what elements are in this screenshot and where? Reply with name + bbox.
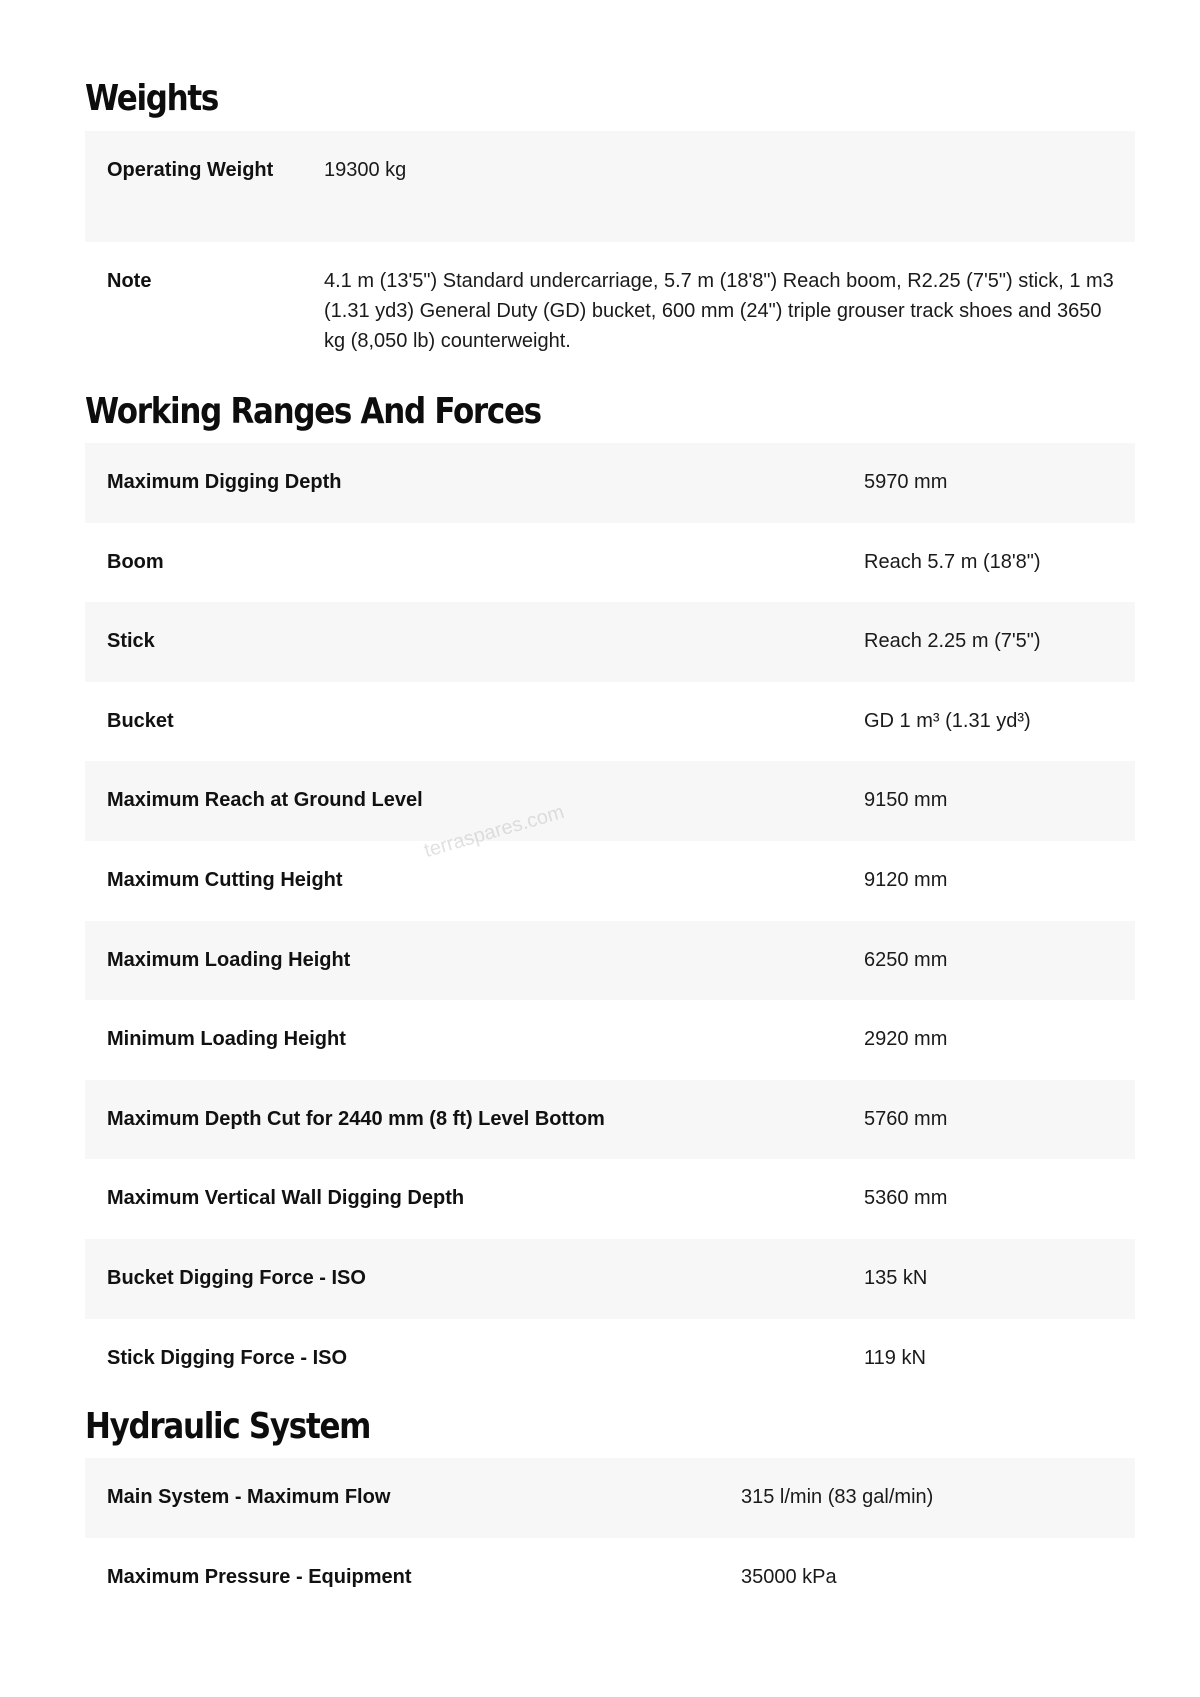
- row-label: Maximum Cutting Height: [107, 868, 343, 891]
- table-row: [85, 523, 1135, 603]
- row-label: Maximum Vertical Wall Digging Depth: [107, 1187, 465, 1210]
- row-value: Reach 5.7 m (18'8"): [864, 550, 1041, 573]
- row-value: 5760 mm: [864, 1107, 948, 1130]
- row-value: 9150 mm: [864, 789, 948, 812]
- row-value: 5970 mm: [864, 471, 948, 493]
- table-row: [85, 242, 1135, 362]
- section-title-working-ranges: Working Ranges And Forces: [85, 391, 541, 432]
- table-row: [85, 1458, 1135, 1538]
- table-row: [85, 1080, 1135, 1160]
- row-label: Main System - Maximum Flow: [107, 1486, 391, 1508]
- row-label: Maximum Depth Cut for 2440 mm (8 ft) Level Bottom: [107, 1107, 605, 1130]
- section-title-weights: Weights: [85, 78, 219, 119]
- row-value: GD 1 m³ (1.31 yd³): [864, 709, 1031, 732]
- row-value: 135 kN: [864, 1266, 928, 1289]
- row-value: 19300 kg: [324, 159, 407, 181]
- row-label: Boom: [107, 550, 164, 573]
- row-label: Bucket Digging Force - ISO: [107, 1266, 366, 1289]
- section-title-hydraulic-system: Hydraulic System: [85, 1406, 371, 1447]
- row-value: 5360 mm: [864, 1187, 948, 1210]
- hydraulic-system-table: [85, 1458, 1135, 1617]
- row-value: 4.1 m (13'5") Standard undercarriage, 5.7 m (18'8") Reach boom, R2.25 (7'5") stick, 1 m3 (1.31 yd3) General Duty (GD) bucket, 600 mm (24") triple grouser track shoes and 3650 kg (8,050 lb) counterweight.: [324, 270, 1114, 352]
- table-row: [85, 761, 1135, 841]
- row-value: Reach 2.25 m (7'5"): [864, 630, 1041, 653]
- watermark: terraspares.com: [421, 801, 567, 863]
- table-row: [85, 921, 1135, 1001]
- row-label: Maximum Pressure - Equipment: [107, 1565, 412, 1588]
- row-label: Maximum Loading Height: [107, 948, 351, 971]
- table-row: [85, 443, 1135, 523]
- row-value: 2920 mm: [864, 1028, 948, 1051]
- table-row: [85, 1239, 1135, 1319]
- row-label: Stick: [107, 630, 155, 653]
- row-value: 315 l/min (83 gal/min): [741, 1486, 934, 1508]
- row-value: 35000 kPa: [741, 1565, 837, 1588]
- table-row: [85, 1000, 1135, 1080]
- row-label: Stick Digging Force - ISO: [107, 1346, 348, 1369]
- table-row: [85, 1319, 1135, 1399]
- row-value: 6250 mm: [864, 948, 948, 971]
- table-row: [85, 602, 1135, 682]
- row-label: Maximum Reach at Ground Level: [107, 789, 423, 812]
- table-row: [85, 1159, 1135, 1239]
- table-row: [85, 131, 1135, 242]
- row-label: Maximum Digging Depth: [107, 471, 342, 493]
- table-row: [85, 1538, 1135, 1618]
- row-value: 9120 mm: [864, 868, 948, 891]
- table-row: [85, 841, 1135, 921]
- working-ranges-table: [85, 443, 1135, 1398]
- row-label: Minimum Loading Height: [107, 1028, 346, 1051]
- row-label: Note: [107, 270, 152, 292]
- row-label: Bucket: [107, 709, 174, 732]
- row-label: Operating Weight: [107, 159, 274, 181]
- weights-table: [85, 131, 1135, 362]
- row-value: 119 kN: [864, 1346, 926, 1369]
- table-row: [85, 682, 1135, 762]
